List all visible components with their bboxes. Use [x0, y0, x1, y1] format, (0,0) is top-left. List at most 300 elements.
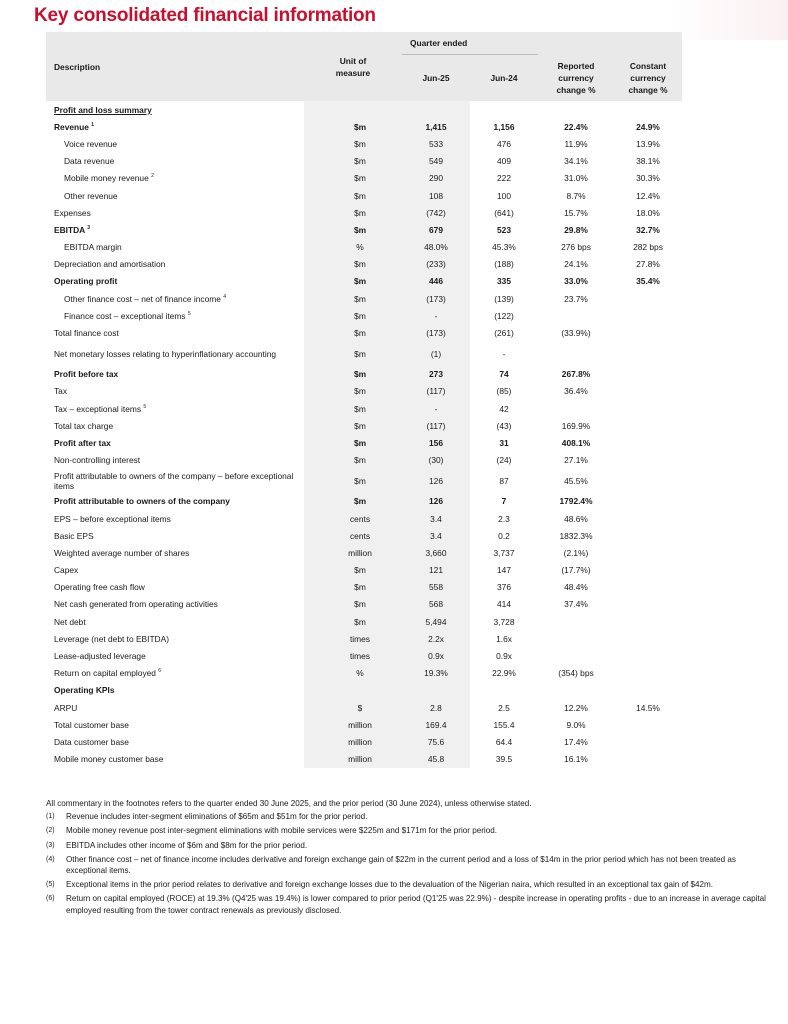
row-reported-change-text: 408.1% — [561, 437, 591, 448]
row-jun24 — [470, 647, 538, 664]
row-unit-text: $m — [353, 437, 367, 448]
row-unit — [304, 544, 402, 561]
row-jun25-text: 3,660 — [425, 547, 447, 558]
row-reported-change — [538, 307, 614, 324]
row-unit-text: % — [356, 668, 364, 679]
row-constant-change — [614, 682, 682, 699]
row-description — [46, 307, 304, 324]
row-jun24 — [470, 469, 538, 493]
row-jun25-text: 169.4 — [425, 719, 447, 730]
footnote-number: (6) — [46, 895, 55, 903]
row-jun25-text: 156 — [429, 437, 443, 448]
table-row — [46, 366, 682, 383]
row-reported-change-text: 48.6% — [564, 513, 588, 524]
row-reported-change — [538, 527, 614, 544]
row-reported-change — [538, 434, 614, 451]
row-description-text: EBITDA margin — [64, 242, 122, 253]
row-jun24 — [470, 665, 538, 682]
footnote-item — [46, 840, 772, 851]
row-jun25-text: 121 — [429, 565, 443, 576]
row-jun25 — [402, 493, 470, 510]
row-jun25 — [402, 665, 470, 682]
row-unit — [304, 630, 402, 647]
footnote-item — [46, 879, 772, 890]
row-constant-change-text: 24.9% — [636, 121, 660, 132]
row-constant-change-text: 30.3% — [636, 173, 660, 184]
row-unit — [304, 579, 402, 596]
row-jun25 — [402, 101, 470, 118]
row-unit — [304, 434, 402, 451]
row-constant-change — [614, 290, 682, 307]
row-constant-change — [614, 153, 682, 170]
row-constant-change — [614, 647, 682, 664]
row-jun25 — [402, 699, 470, 716]
row-unit-text: $m — [354, 616, 366, 627]
row-description-text: Data customer base — [54, 736, 129, 747]
row-jun24-text: 42 — [499, 403, 509, 414]
row-unit — [304, 647, 402, 664]
row-jun24-text: 1,156 — [493, 121, 515, 132]
footnote-number: (4) — [46, 855, 55, 863]
row-description-text: Tax – exceptional items — [54, 403, 142, 414]
footnote-ref: 3 — [87, 224, 90, 231]
row-description-text: Profit before tax — [54, 369, 119, 380]
row-unit — [304, 751, 402, 768]
row-jun24 — [470, 118, 538, 135]
row-description-text: Non-controlling interest — [54, 455, 141, 466]
row-description-text: Revenue — [54, 121, 89, 132]
row-jun25 — [402, 716, 470, 733]
row-constant-change — [614, 342, 682, 366]
row-description-text: ARPU — [54, 702, 78, 713]
row-description-text: Voice revenue — [64, 138, 118, 149]
table-row — [46, 469, 682, 493]
row-jun24-text: 476 — [497, 138, 511, 149]
row-reported-change — [538, 342, 614, 366]
row-unit-text: $m — [353, 276, 367, 287]
row-unit-text: $m — [354, 310, 366, 321]
page-title: Key consolidated financial information — [34, 5, 376, 26]
row-constant-change — [614, 562, 682, 579]
row-unit-text: $ — [357, 702, 363, 713]
row-jun24 — [470, 434, 538, 451]
row-unit — [304, 733, 402, 750]
header-jun25: Jun-25 — [402, 55, 470, 102]
table-row — [46, 342, 682, 366]
footnote-ref: 1 — [91, 121, 95, 128]
table-row — [46, 630, 682, 647]
row-unit — [304, 383, 402, 400]
row-jun25-text: 108 — [429, 190, 443, 201]
row-description — [46, 493, 304, 510]
footnote-item — [46, 825, 772, 836]
row-reported-change — [538, 469, 614, 493]
table-row — [46, 307, 682, 324]
row-jun25-text: (173) — [426, 293, 446, 304]
row-constant-change — [614, 579, 682, 596]
row-jun24-text: (43) — [496, 420, 512, 431]
footnote-item — [46, 811, 772, 822]
row-reported-change-text: 16.1% — [564, 754, 588, 765]
row-jun24 — [470, 544, 538, 561]
row-description-text: Lease-adjusted leverage — [54, 651, 146, 662]
row-description — [46, 751, 304, 768]
row-jun25 — [402, 596, 470, 613]
row-description — [46, 510, 304, 527]
row-jun25 — [402, 290, 470, 307]
header-reported — [538, 55, 614, 102]
row-jun24 — [470, 452, 538, 469]
header-quarter-ended: Quarter ended — [402, 32, 538, 55]
table-row — [46, 187, 682, 204]
row-jun24-text: 2.3 — [498, 513, 510, 524]
row-description — [46, 544, 304, 561]
row-reported-change-text: 33.0% — [564, 276, 588, 287]
row-unit — [304, 400, 402, 417]
footnote-number: (1) — [46, 813, 55, 821]
row-constant-change — [614, 135, 682, 152]
table-row — [46, 118, 682, 135]
row-reported-change — [538, 579, 614, 596]
row-jun24 — [470, 204, 538, 221]
footnote-ref: 5 — [143, 403, 147, 410]
row-reported-change — [538, 596, 614, 613]
row-jun24-text: 222 — [497, 173, 511, 184]
row-reported-change — [538, 324, 614, 341]
row-description-text: Other revenue — [64, 190, 118, 201]
header-description: Description — [46, 32, 304, 101]
row-unit — [304, 613, 402, 630]
row-jun24-text: 45.3% — [492, 242, 516, 253]
row-jun24-text: (24) — [496, 455, 512, 466]
row-description — [46, 613, 304, 630]
row-reported-change-text: (354) bps — [558, 668, 594, 679]
row-unit-text: $m — [354, 328, 366, 339]
row-jun24 — [470, 187, 538, 204]
row-description — [46, 699, 304, 716]
row-jun25-text: - — [434, 403, 438, 414]
row-description-text: Operating free cash flow — [54, 582, 145, 593]
row-unit — [304, 527, 402, 544]
row-reported-change — [538, 383, 614, 400]
table-row — [46, 135, 682, 152]
table-row — [46, 101, 682, 118]
footnote-ref: 4 — [223, 293, 226, 300]
row-jun25 — [402, 751, 470, 768]
row-jun24 — [470, 716, 538, 733]
row-description — [46, 665, 304, 682]
row-jun24-text: 0.2 — [498, 530, 510, 541]
row-reported-change-text: 15.7% — [564, 207, 588, 218]
row-description — [46, 324, 304, 341]
row-jun25-text: 75.6 — [427, 736, 445, 747]
table-row — [46, 716, 682, 733]
footnote-text: Other finance cost – net of finance income includes derivative and foreign exchange gain of $22m in the current period and a loss of $14m in the prior period which has not been treated as exceptional items. — [66, 854, 736, 876]
row-jun25-text: 2.2x — [428, 633, 444, 644]
row-reported-change-text: 36.4% — [564, 386, 588, 397]
row-unit — [304, 101, 402, 118]
row-jun25 — [402, 469, 470, 493]
row-unit — [304, 510, 402, 527]
row-unit — [304, 187, 402, 204]
row-description-text: Basic EPS — [54, 530, 94, 541]
row-jun24 — [470, 101, 538, 118]
row-constant-change-text: 12.4% — [636, 190, 660, 201]
row-unit-text: $m — [354, 173, 366, 184]
row-description — [46, 101, 304, 118]
row-unit-text: times — [349, 633, 370, 644]
row-reported-change-text: 27.1% — [564, 455, 588, 466]
row-constant-change — [614, 596, 682, 613]
row-reported-change-text: 34.1% — [564, 156, 588, 167]
row-jun25 — [402, 452, 470, 469]
row-reported-change-text: 12.2% — [564, 702, 588, 713]
corner-shading — [668, 0, 788, 40]
row-jun25 — [402, 510, 470, 527]
row-jun24-text: (139) — [494, 293, 514, 304]
row-reported-change — [538, 118, 614, 135]
row-constant-change — [614, 434, 682, 451]
row-jun24 — [470, 290, 538, 307]
row-description — [46, 716, 304, 733]
row-reported-change-text: (33.9%) — [561, 328, 591, 339]
row-constant-change — [614, 400, 682, 417]
row-jun25-text: 273 — [429, 369, 443, 380]
row-jun24-text: 22.9% — [492, 668, 516, 679]
row-jun25-text: 2.8 — [430, 702, 442, 713]
row-description — [46, 527, 304, 544]
header-blank — [538, 32, 682, 55]
row-description-text: Operating KPIs — [54, 685, 115, 696]
row-jun24 — [470, 699, 538, 716]
row-reported-change — [538, 135, 614, 152]
row-description-text: Operating profit — [54, 276, 118, 287]
row-reported-change — [538, 562, 614, 579]
row-jun24 — [470, 256, 538, 273]
row-jun24-text: 74 — [499, 369, 509, 380]
row-jun24-text: 414 — [497, 599, 511, 610]
row-reported-change — [538, 630, 614, 647]
row-constant-change — [614, 383, 682, 400]
row-jun25 — [402, 682, 470, 699]
footnote-list — [46, 811, 772, 916]
row-reported-change — [538, 544, 614, 561]
row-jun25 — [402, 400, 470, 417]
row-unit — [304, 204, 402, 221]
row-reported-change — [538, 699, 614, 716]
row-unit-text: $m — [353, 121, 367, 132]
row-description-text: Net debt — [54, 616, 86, 627]
table-row — [46, 751, 682, 768]
row-unit-text: $m — [354, 259, 366, 270]
table-row — [46, 579, 682, 596]
row-jun24-text: 39.5 — [495, 754, 513, 765]
row-reported-change-text: (2.1%) — [563, 547, 589, 558]
row-jun24 — [470, 307, 538, 324]
row-jun24 — [470, 135, 538, 152]
row-reported-change-text: 276 bps — [561, 242, 591, 253]
row-jun24 — [470, 682, 538, 699]
row-description — [46, 630, 304, 647]
row-jun25 — [402, 579, 470, 596]
row-unit-text: million — [348, 719, 372, 730]
row-description-text: Weighted average number of shares — [54, 547, 190, 558]
row-jun24-text: (188) — [494, 259, 514, 270]
row-unit-text: million — [348, 547, 372, 558]
table-row — [46, 544, 682, 561]
header-constant-label: Constant currency change % — [628, 60, 668, 95]
row-jun24-text: (261) — [494, 328, 514, 339]
row-description — [46, 273, 304, 290]
row-unit-text: $m — [354, 190, 366, 201]
row-description-text: EPS – before exceptional items — [54, 513, 171, 524]
table-row — [46, 682, 682, 699]
table-row — [46, 434, 682, 451]
table-row — [46, 153, 682, 170]
row-description — [46, 118, 304, 135]
row-constant-change — [614, 699, 682, 716]
row-constant-change — [614, 366, 682, 383]
row-constant-change — [614, 716, 682, 733]
row-jun24 — [470, 417, 538, 434]
row-jun24 — [470, 510, 538, 527]
table-row — [46, 733, 682, 750]
row-jun24-text: 376 — [497, 582, 511, 593]
row-constant-change-text: 282 bps — [633, 242, 663, 253]
footnote-item — [46, 854, 772, 876]
row-constant-change — [614, 630, 682, 647]
table-row — [46, 613, 682, 630]
row-jun25-text: 3.4 — [430, 513, 442, 524]
row-jun24-text: 147 — [497, 565, 511, 576]
footnote-number: (3) — [46, 841, 55, 849]
row-reported-change-text: 45.5% — [564, 475, 588, 486]
header-reported-label: Reported currency change % — [556, 60, 596, 95]
row-description — [46, 290, 304, 307]
row-jun24-text: 3,737 — [493, 547, 515, 558]
row-unit — [304, 273, 402, 290]
row-description-text: Net monetary losses relating to hyperinflationary accounting — [54, 348, 277, 359]
row-unit — [304, 221, 402, 238]
footnote-text: Revenue includes inter-segment eliminations of $65m and $51m for the prior period. — [66, 812, 368, 822]
row-description — [46, 221, 304, 238]
row-unit — [304, 342, 402, 366]
row-jun25 — [402, 273, 470, 290]
row-description — [46, 596, 304, 613]
row-description — [46, 383, 304, 400]
row-description-text: Capex — [54, 565, 79, 576]
row-jun25-text: (117) — [426, 386, 446, 397]
row-description-text: Leverage (net debt to EBITDA) — [54, 633, 169, 644]
row-description — [46, 562, 304, 579]
row-jun24 — [470, 630, 538, 647]
row-reported-change — [538, 682, 614, 699]
row-constant-change-text: 13.9% — [636, 138, 660, 149]
row-jun25 — [402, 221, 470, 238]
row-unit-text: million — [348, 754, 372, 765]
row-constant-change-text: 35.4% — [636, 276, 660, 287]
row-constant-change — [614, 187, 682, 204]
row-unit-text: $m — [354, 403, 366, 414]
row-reported-change — [538, 221, 614, 238]
row-unit — [304, 324, 402, 341]
footnote-text: EBITDA includes other income of $6m and $8m for the prior period. — [66, 840, 308, 850]
table-row — [46, 665, 682, 682]
table-row — [46, 273, 682, 290]
row-jun25-text: 1,415 — [425, 121, 447, 132]
row-jun24 — [470, 596, 538, 613]
row-constant-change-text: 32.7% — [636, 224, 660, 235]
row-description-text: EBITDA — [54, 224, 85, 235]
financial-table — [46, 32, 682, 768]
row-reported-change — [538, 366, 614, 383]
row-jun25 — [402, 613, 470, 630]
row-description-text: Tax — [54, 386, 68, 397]
row-description — [46, 366, 304, 383]
header-constant — [614, 55, 682, 102]
row-reported-change-text: (17.7%) — [561, 565, 591, 576]
row-reported-change — [538, 400, 614, 417]
row-unit-text: $m — [353, 496, 367, 507]
row-reported-change — [538, 204, 614, 221]
row-jun24-text: (85) — [496, 386, 512, 397]
row-description — [46, 733, 304, 750]
row-reported-change-text: 1832.3% — [559, 530, 593, 541]
row-reported-change-text: 169.9% — [561, 420, 591, 431]
row-constant-change — [614, 452, 682, 469]
row-reported-change — [538, 290, 614, 307]
row-jun24 — [470, 733, 538, 750]
table-row — [46, 239, 682, 256]
row-reported-change — [538, 613, 614, 630]
footnote-ref: 2 — [151, 173, 154, 180]
row-jun25-text: 568 — [429, 599, 443, 610]
row-reported-change-text: 31.0% — [564, 173, 588, 184]
row-jun25 — [402, 733, 470, 750]
footnote-item — [46, 893, 772, 915]
table-row — [46, 699, 682, 716]
row-constant-change — [614, 118, 682, 135]
row-description — [46, 256, 304, 273]
row-jun24-text: 1.6x — [496, 633, 512, 644]
row-jun25-text: 549 — [429, 156, 443, 167]
row-unit-text: $m — [354, 348, 366, 359]
row-jun25 — [402, 307, 470, 324]
footnote-text: Exceptional items in the prior period relates to derivative and foreign exchange losses due to the devaluation of the Nigerian naira, which resulted in an exceptional tax gain of $42m. — [66, 880, 713, 890]
table-row — [46, 324, 682, 341]
row-jun24-text: 335 — [497, 276, 511, 287]
row-jun25-text: 290 — [429, 173, 443, 184]
row-jun25 — [402, 342, 470, 366]
row-jun25 — [402, 239, 470, 256]
row-reported-change — [538, 170, 614, 187]
row-unit — [304, 665, 402, 682]
row-jun24 — [470, 170, 538, 187]
row-reported-change-text: 17.4% — [564, 736, 588, 747]
row-description-text: Profit and loss summary — [54, 104, 152, 115]
row-reported-change — [538, 510, 614, 527]
row-jun24-text: 64.4 — [495, 736, 513, 747]
row-constant-change — [614, 324, 682, 341]
row-jun25 — [402, 630, 470, 647]
row-unit-text: $m — [354, 420, 366, 431]
row-jun25 — [402, 544, 470, 561]
row-description — [46, 469, 304, 493]
row-constant-change — [614, 417, 682, 434]
row-reported-change-text: 267.8% — [561, 369, 591, 380]
financial-table-container — [46, 32, 682, 768]
row-constant-change — [614, 751, 682, 768]
